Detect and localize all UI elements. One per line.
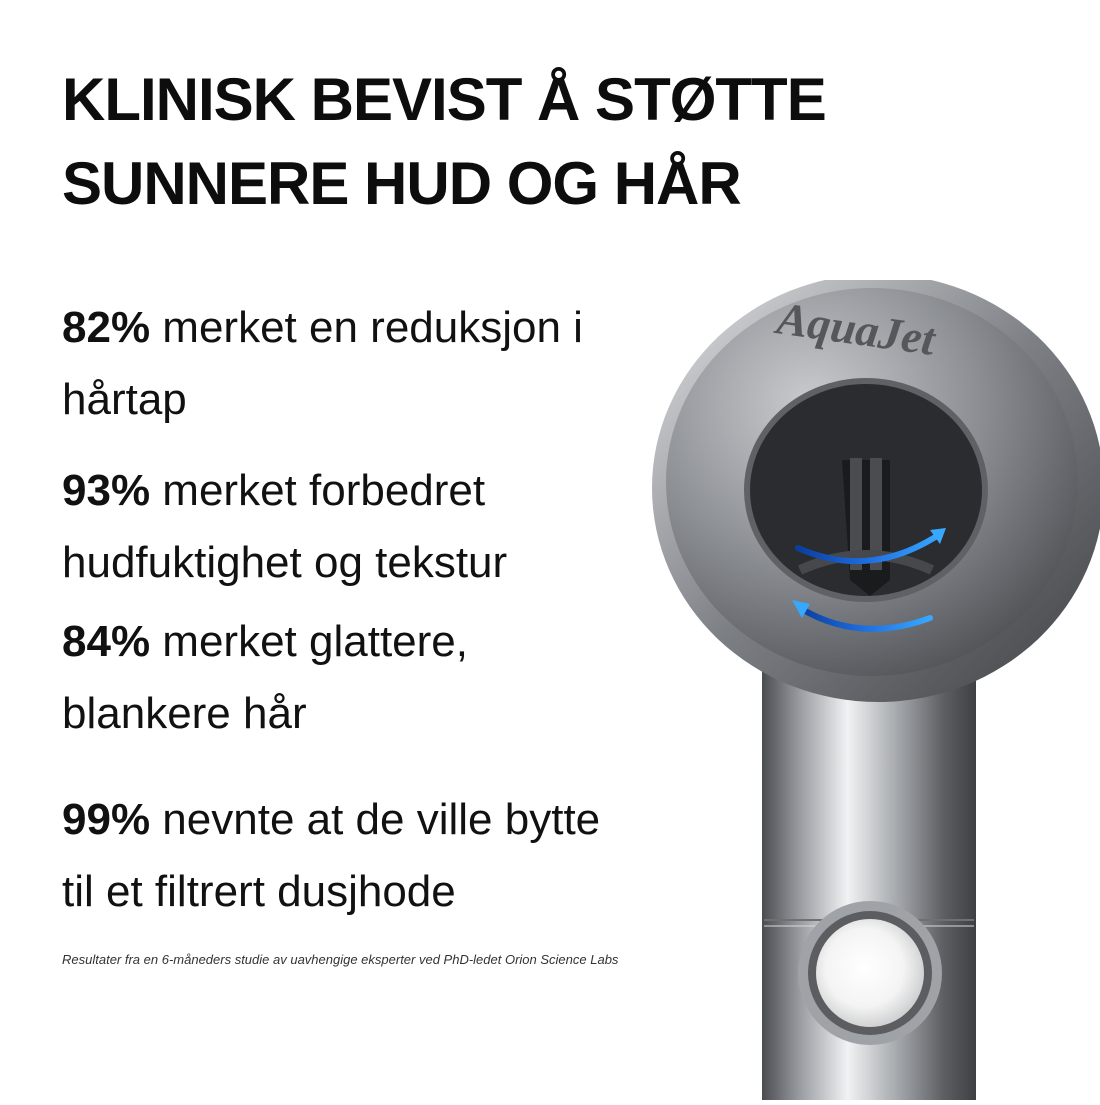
headline-line-2: SUNNERE HUD OG HÅR [62, 150, 741, 217]
stat-line-1 [62, 455, 712, 527]
stat-percent: 82% [62, 303, 151, 352]
headline [62, 58, 962, 226]
stat-line-2: blankere hår [62, 689, 307, 738]
brand-logo: AquaJet [774, 292, 939, 365]
stat-line-2: til et filtrert dusjhode [62, 867, 456, 916]
stat-text: merket en reduksjon i [150, 303, 583, 352]
stat-item [62, 292, 712, 436]
stat-line-2: hårtap [62, 375, 187, 424]
power-button [816, 919, 924, 1027]
headline-line-1: KLINISK BEVIST Å STØTTE [62, 66, 826, 133]
shower-head-image [640, 280, 1100, 1100]
stat-item [62, 606, 712, 750]
stat-line-1 [62, 292, 712, 364]
stat-percent: 93% [62, 466, 151, 515]
stat-text: merket forbedret [150, 466, 486, 515]
stat-line-1 [62, 784, 712, 856]
study-footnote: Resultater fra en 6-måneders studie av uavhengige eksperter ved PhD-ledet Orion Science Labs [62, 952, 619, 967]
stat-item [62, 455, 712, 599]
stat-line-1 [62, 606, 712, 678]
stat-percent: 99% [62, 795, 151, 844]
stat-item [62, 784, 712, 928]
stat-text: merket glattere, [150, 617, 468, 666]
stat-line-2: hudfuktighet og tekstur [62, 538, 508, 587]
stat-text: nevnte at de ville bytte [150, 795, 601, 844]
stat-percent: 84% [62, 617, 151, 666]
